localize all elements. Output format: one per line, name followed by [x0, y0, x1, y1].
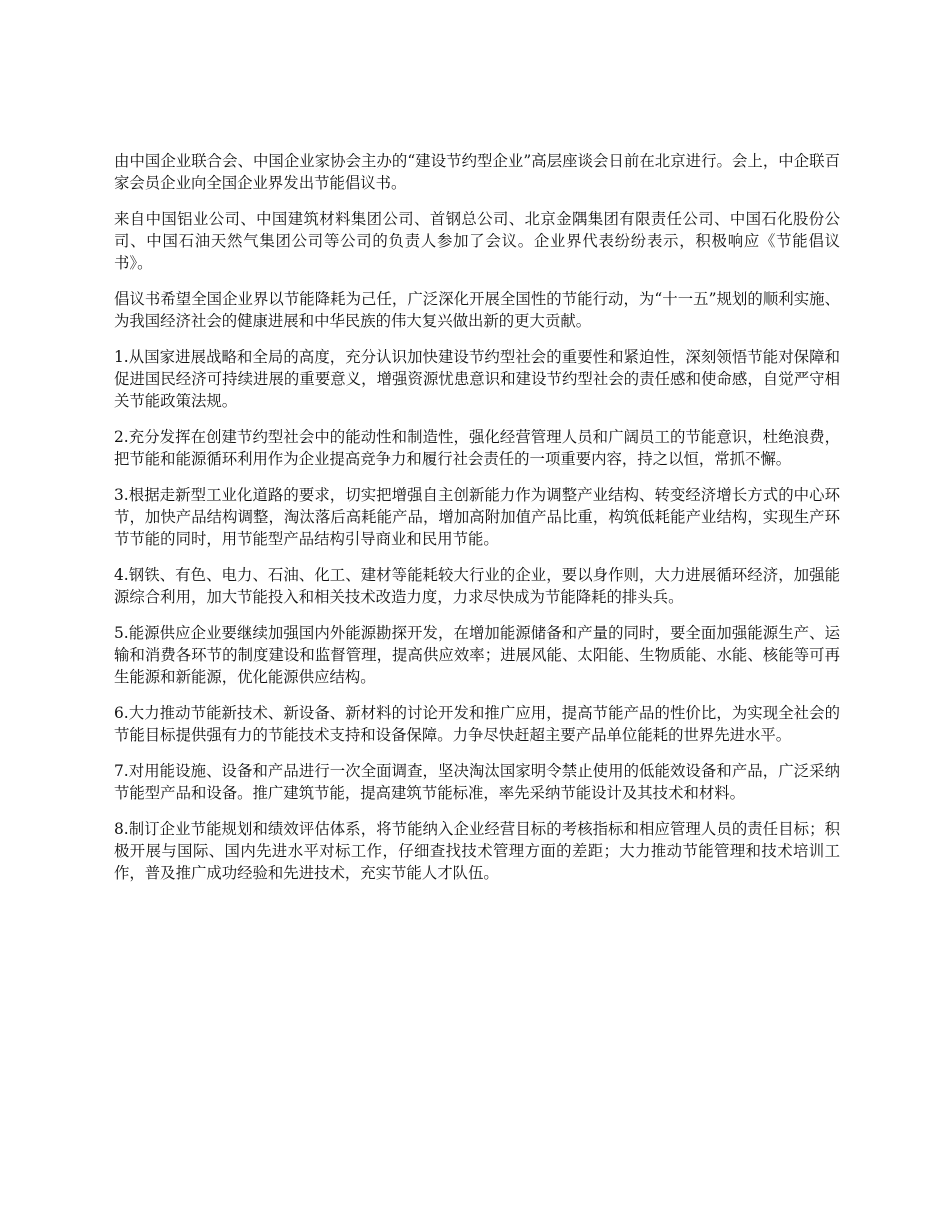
paragraph-item-2: 2.充分发挥在创建节约型社会中的能动性和制造性，强化经营管理人员和广阔员工的节能意识，杜绝浪费，把节能和能源循环利用作为企业提高竞争力和履行社会责任的一项重要内容，持之以恒，常抓不懈。 — [114, 428, 840, 468]
paragraph-attendees: 来自中国铝业公司、中国建筑材料集团公司、首钢总公司、北京金隅集团有限责任公司、中国石化股份公司、中国石油天然气集团公司等公司的负责人参加了会议。企业界代表纷纷表示，积极响应《节能倡议书》。 — [114, 210, 840, 272]
paragraph-item-3: 3.根据走新型工业化道路的要求，切实把增强自主创新能力作为调整产业结构、转变经济增长方式的中心环节，加快产品结构调整，淘汰落后高耗能产品，增加高附加值产品比重，构筑低耗能产业结构，实现生产环节节能的同时，用节能型产品结构引导商业和民用节能。 — [114, 486, 840, 548]
document-page — [114, 150, 840, 898]
paragraph-intro: 由中国企业联合会、中国企业家协会主办的“建设节约型企业”高层座谈会日前在北京进行。会上，中企联百家会员企业向全国企业界发出节能倡议书。 — [114, 152, 840, 192]
paragraph-proposal: 倡议书希望全国企业界以节能降耗为己任，广泛深化开展全国性的节能行动，为“十一五”规划的顺利实施、为我国经济社会的健康进展和中华民族的伟大复兴做出新的更大贡献。 — [114, 290, 840, 330]
paragraph-item-5: 5.能源供应企业要继续加强国内外能源勘探开发，在增加能源储备和产量的同时，要全面加强能源生产、运输和消费各环节的制度建设和监督管理，提高供应效率；进展风能、太阳能、生物质能、水能、核能等可再生能源和新能源，优化能源供应结构。 — [114, 624, 840, 686]
paragraph-item-7: 7.对用能设施、设备和产品进行一次全面调查，坚决淘汰国家明令禁止使用的低能效设备和产品，广泛采纳节能型产品和设备。推广建筑节能，提高建筑节能标准，率先采纳节能设计及其技术和材料。 — [114, 762, 840, 802]
paragraph-item-6: 6.大力推动节能新技术、新设备、新材料的讨论开发和推广应用，提高节能产品的性价比，为实现全社会的节能目标提供强有力的节能技术支持和设备保障。力争尽快赶超主要产品单位能耗的世界先进水平。 — [114, 704, 840, 744]
paragraph-item-1: 1.从国家进展战略和全局的高度，充分认识加快建设节约型社会的重要性和紧迫性，深刻领悟节能对保障和促进国民经济可持续进展的重要意义，增强资源忧患意识和建设节约型社会的责任感和使命感，自觉严守相关节能政策法规。 — [114, 348, 840, 410]
paragraph-item-8: 8.制订企业节能规划和绩效评估体系，将节能纳入企业经营目标的考核指标和相应管理人员的责任目标；积极开展与国际、国内先进水平对标工作，仔细查找技术管理方面的差距；大力推动节能管理和技术培训工作，普及推广成功经验和先进技术，充实节能人才队伍。 — [114, 820, 840, 882]
paragraph-item-4: 4.钢铁、有色、电力、石油、化工、建材等能耗较大行业的企业，要以身作则，大力进展循环经济，加强能源综合利用，加大节能投入和相关技术改造力度，力求尽快成为节能降耗的排头兵。 — [114, 566, 840, 606]
